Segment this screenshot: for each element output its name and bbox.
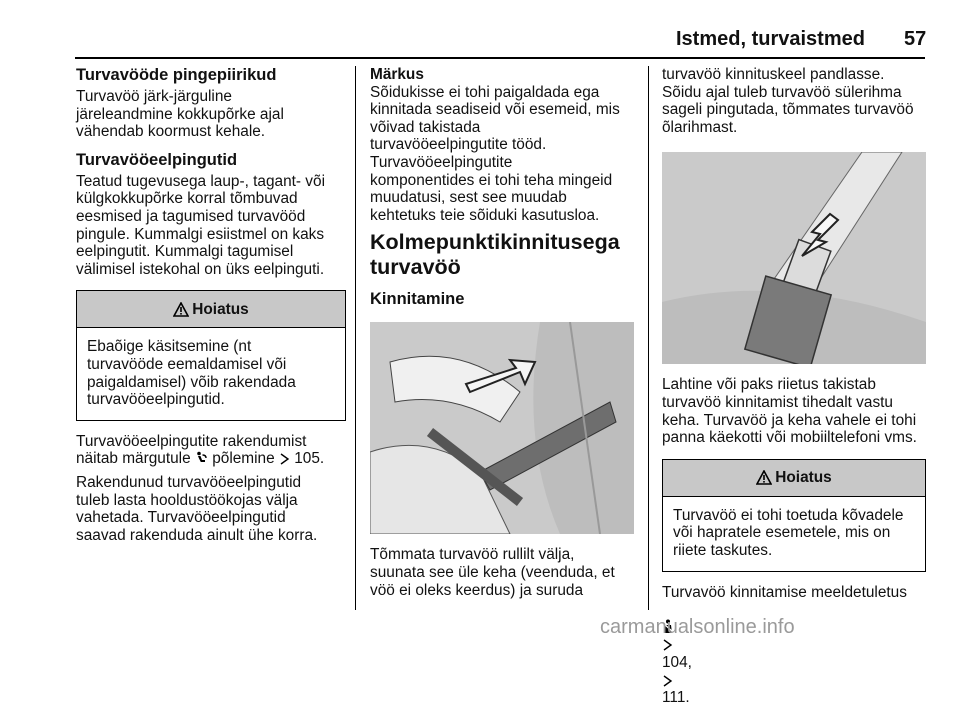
column-left — [76, 66, 346, 550]
figure-fastening-belt — [370, 322, 634, 534]
heading-three-point-belt: Kolmepunktikinnitusega turvavöö — [370, 230, 620, 280]
page-number: 57 — [904, 28, 927, 50]
indicator-text: Turvavööeelpingutite rakendumist näitab märgutule — [76, 432, 307, 468]
page-reference[interactable]: 111. — [662, 689, 690, 707]
warning-box — [76, 290, 346, 420]
heading-tensioners: Turvavööeelpingutid — [76, 150, 238, 169]
warning-title: Hoiatus — [775, 468, 832, 486]
note-text: Sõidukisse ei tohi paigaldada ega kinnitada seadiseid või esemeid, mis võivad takistada turvavööeelpingutite tööd. Turvavööeelpingutite komponentides ei tohi teha mingeid muudatusi, sest see muudab kehtetuks teie sõiduki kasutusloa. — [370, 83, 620, 224]
heading-pretensioners: Turvavööde pingepiirikud — [76, 66, 277, 84]
column-divider — [648, 66, 649, 610]
figure-buckle — [662, 152, 926, 364]
heading-fastening: Kinnitamine — [370, 290, 465, 309]
column-middle — [370, 66, 635, 599]
indicator-text-b: põlemine — [207, 450, 279, 468]
warning-triangle-icon — [756, 470, 772, 485]
page-header — [0, 0, 960, 60]
column-right — [662, 66, 926, 707]
paragraph-tensioners: Teatud tugevusega laup-, tagant- või külgkokkupõrke korral tõmbuvad eesmised ja tagumised turvavööd pingule. Kummalgi esiistmel on kaks eelpingutit. Kummalgi tagumisel välimisel istekohal on üks eelpinguti. — [76, 172, 325, 278]
illustration-buckle — [662, 152, 926, 364]
warning-box — [662, 459, 926, 572]
page-reference-arrow-icon — [662, 675, 673, 687]
warning-text: Turvavöö ei tohi toetuda kõvadele või hapratele esemetele, mis on riiete taskutes. — [673, 506, 904, 559]
page-reference-arrow-icon — [279, 453, 290, 465]
paragraph-latch: turvavöö kinnituskeel pandlasse. Sõidu ajal tuleb turvavöö sülerihma sageli pingutada, tõmmates turvavöö õlarihmast. — [662, 66, 914, 136]
warning-header — [663, 460, 925, 497]
airbag-warning-icon — [195, 451, 208, 465]
section-title: Istmed, turvaistmed — [676, 28, 865, 50]
page-reference[interactable]: 104, — [662, 653, 692, 671]
header-rule — [75, 57, 925, 59]
paragraph-indicator — [76, 433, 346, 468]
illustration-belt-pull — [370, 322, 634, 534]
paragraph-pull-belt: Tõmmata turvavöö rullilt välja, suunata see üle keha (veenduda, et vöö ei oleks keerdus) ja suruda — [370, 546, 615, 599]
watermark: carmanualsonline.info — [600, 616, 795, 638]
warning-title: Hoiatus — [192, 300, 249, 318]
paragraph-replace: Rakendunud turvavööeelpingutid tuleb lasta hooldustöökojas välja vahetada. Turvavööeelpingutid saavad rakenduda ainult ühe korra. — [76, 473, 318, 544]
warning-header — [77, 291, 345, 328]
warning-triangle-icon — [173, 302, 189, 317]
column-divider — [355, 66, 356, 610]
page-reference[interactable]: 105. — [294, 450, 325, 468]
paragraph-clothing: Lahtine või paks riietus takistab turvavöö kinnitamist tihedalt vastu keha. Turvavöö ja keha vahele ei tohi panna käekotti või mobiiltelefoni vms. — [662, 376, 917, 447]
paragraph-reminder: Turvavöö kinnitamise meeldetuletus — [662, 583, 907, 601]
warning-text: Ebaõige käsitsemine (nt turvavööde eemaldamisel või paigaldamisel) võib rakendada turvavööeelpingutid. — [87, 338, 296, 409]
paragraph-pretensioners: Turvavöö järk-järguline järeleandmine kokkupõrke ajal vähendab koormust kehale. — [76, 88, 284, 141]
note-label: Märkus — [370, 66, 424, 83]
page-reference-arrow-icon — [662, 639, 673, 651]
